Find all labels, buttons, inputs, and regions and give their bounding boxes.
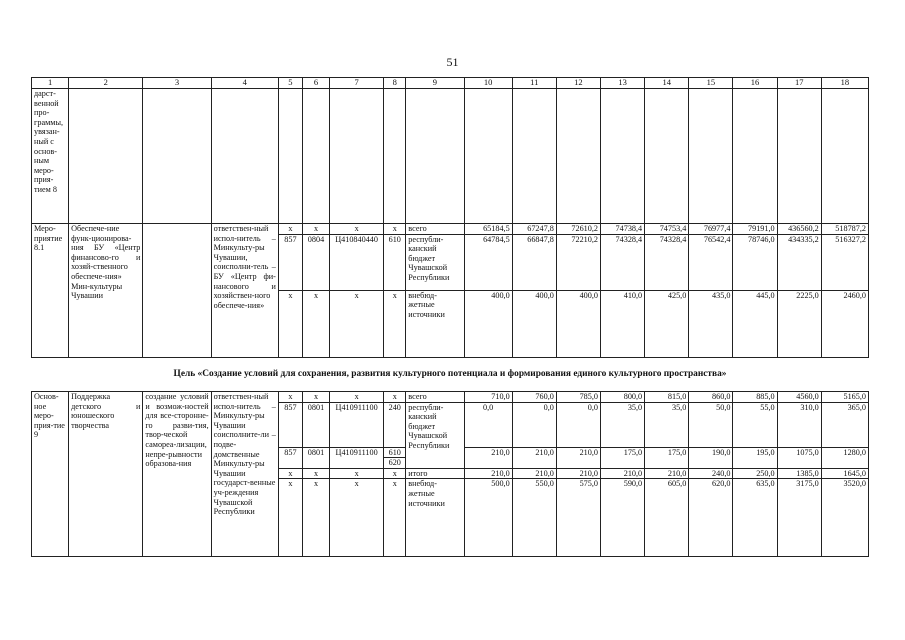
table-cell: 195,0	[733, 447, 777, 468]
table-cell: 74328,4	[600, 234, 644, 290]
table-cell: 76977,4	[689, 224, 733, 235]
table-cell: 310,0	[777, 402, 821, 447]
table-cell: 410,0	[600, 290, 644, 357]
table-cell: 250,0	[733, 468, 777, 479]
event-executor: ответствен-ный испол-нитель – Минкульту-ры Чувашии соисполните-ли – подве-домственные Минкульту-ры Чувашии государст-венные уч-реждения Чувашской Республики	[211, 392, 278, 557]
table-cell: x	[384, 468, 406, 479]
event-label: Меро-приятие 8.1	[32, 224, 69, 358]
event-title: Обеспече-ние функ-ционирова-ния БУ «Центр финансово-го и хозяй-ственного обеспече-ния» Мин-культуры Чувашии	[69, 224, 143, 358]
table-cell: 55,0	[733, 402, 777, 447]
table-cell: 240	[384, 402, 406, 447]
budget-table-bottom	[31, 391, 869, 557]
table-cell: 610	[384, 234, 406, 290]
table-cell: 0801	[302, 402, 329, 447]
table-row	[32, 224, 869, 235]
event-goal	[143, 224, 211, 358]
table-cell: 610	[384, 447, 406, 458]
table-cell: 2460,0	[821, 290, 868, 357]
goal-heading: Цель «Создание условий для сохранения, развития культурного потенциала и формирования единого культурного пространства»	[173, 369, 727, 379]
table-cell: Ц410911100	[330, 402, 384, 447]
table-cell: 74753,4	[645, 224, 689, 235]
table-cell: 857	[278, 402, 302, 447]
table-cell: 857	[278, 234, 302, 290]
table-cell: 210,0	[512, 468, 556, 479]
table-cell: 400,0	[464, 290, 512, 357]
column-header: 13	[600, 78, 644, 89]
table-cell: x	[302, 468, 329, 479]
table-cell: x	[384, 224, 406, 235]
table-cell: 1385,0	[777, 468, 821, 479]
table-cell: 0,0	[464, 402, 512, 447]
table-cell: 72210,2	[556, 234, 600, 290]
table-cell: 436560,2	[777, 224, 821, 235]
table-cell: 3175,0	[777, 479, 821, 557]
table-cell: 1280,0	[821, 447, 868, 468]
table-cell: x	[278, 224, 302, 235]
funding-source: внебюд-жетные источники	[406, 479, 464, 557]
table-cell: x	[302, 290, 329, 357]
column-header: 9	[406, 78, 464, 89]
budget-table-top	[31, 77, 869, 358]
table-cell: 1645,0	[821, 468, 868, 479]
column-header: 6	[302, 78, 329, 89]
table-cell: 175,0	[600, 447, 644, 468]
column-header: 11	[512, 78, 556, 89]
table-cell: 400,0	[556, 290, 600, 357]
table-cell: x	[278, 468, 302, 479]
funding-source: всего	[406, 224, 464, 235]
table-cell: 2225,0	[777, 290, 821, 357]
table-cell: 620	[384, 458, 406, 469]
table-cell: 210,0	[556, 468, 600, 479]
table-cell: 435,0	[689, 290, 733, 357]
table-cell: 0,0	[512, 402, 556, 447]
table-cell: x	[384, 479, 406, 557]
table-cell: 67247,8	[512, 224, 556, 235]
table-cell: 785,0	[556, 392, 600, 403]
table-cell: 210,0	[512, 447, 556, 468]
table-cell: 425,0	[645, 290, 689, 357]
table-cell: 815,0	[645, 392, 689, 403]
column-header: 14	[645, 78, 689, 89]
table-row	[32, 392, 869, 403]
table-cell: 4560,0	[777, 392, 821, 403]
table-cell: 857	[278, 447, 302, 468]
column-header: 4	[211, 78, 278, 89]
event-label: Основ-ное меро-прия-тие 9	[32, 392, 69, 557]
column-header: 8	[384, 78, 406, 89]
table-cell: 5165,0	[821, 392, 868, 403]
table-cell: 210,0	[645, 468, 689, 479]
table-cell: 72610,2	[556, 224, 600, 235]
table-cell: 885,0	[733, 392, 777, 403]
table-cell: 64784,5	[464, 234, 512, 290]
column-header: 7	[330, 78, 384, 89]
table-cell: 74328,4	[645, 234, 689, 290]
event-goal: создание условий и возмож-ностей для все-сторонне-го разви-тия, твор-ческой самореа-лизации, непре-рывности образова-ния	[143, 392, 211, 557]
table-cell: 575,0	[556, 479, 600, 557]
table-cell: 175,0	[645, 447, 689, 468]
column-header: 12	[556, 78, 600, 89]
event-executor: ответствен-ный испол-нитель – Минкульту-ры Чувашии, соисполни-тель – БУ «Центр фи-нансового и хозяйствен-ного обеспече-ния»	[211, 224, 278, 358]
table-cell: 78746,0	[733, 234, 777, 290]
table-cell: 240,0	[689, 468, 733, 479]
table-cell: 66847,8	[512, 234, 556, 290]
table-cell: 79191,0	[733, 224, 777, 235]
funding-source: республи-канский бюджет Чувашской Республики	[406, 402, 464, 468]
table-cell: x	[278, 290, 302, 357]
table-cell: x	[330, 392, 384, 403]
table-cell: 365,0	[821, 402, 868, 447]
column-header: 5	[278, 78, 302, 89]
table-cell: 590,0	[600, 479, 644, 557]
column-header: 10	[464, 78, 512, 89]
funding-source: внебюд-жетные источники	[406, 290, 464, 357]
table-cell: Ц410911100	[330, 447, 384, 468]
column-header: 18	[821, 78, 868, 89]
event-title: Поддержка детского и юношеского творчества	[69, 392, 143, 557]
table-cell: 0804	[302, 234, 329, 290]
table-cell: 190,0	[689, 447, 733, 468]
table-cell: x	[302, 224, 329, 235]
table-cell: 74738,4	[600, 224, 644, 235]
table-cell: 210,0	[464, 468, 512, 479]
table-cell: x	[302, 479, 329, 557]
table-cell: 210,0	[556, 447, 600, 468]
column-header-row	[32, 78, 869, 89]
table-cell: 434335,2	[777, 234, 821, 290]
table-cell: 210,0	[464, 447, 512, 468]
table-cell: 800,0	[600, 392, 644, 403]
table-cell: 400,0	[512, 290, 556, 357]
table-cell: 35,0	[600, 402, 644, 447]
table-cell: 445,0	[733, 290, 777, 357]
continuation-cell: дарст-венной про-граммы, увязан-ный с основ-ным меро-прия-тием 8	[32, 89, 69, 224]
table-cell: 760,0	[512, 392, 556, 403]
column-header: 16	[733, 78, 777, 89]
table-cell: x	[330, 468, 384, 479]
table-cell: 0801	[302, 447, 329, 468]
table-cell: 76542,4	[689, 234, 733, 290]
table-cell: 65184,5	[464, 224, 512, 235]
table-cell: 210,0	[600, 468, 644, 479]
table-cell: x	[330, 479, 384, 557]
table-cell: 35,0	[645, 402, 689, 447]
table-cell: 1075,0	[777, 447, 821, 468]
column-header: 2	[69, 78, 143, 89]
column-header: 17	[777, 78, 821, 89]
table-cell: 860,0	[689, 392, 733, 403]
table-cell: x	[384, 290, 406, 357]
funding-source: всего	[406, 392, 464, 403]
table-cell: 518787,2	[821, 224, 868, 235]
table-cell: 50,0	[689, 402, 733, 447]
table-cell: x	[330, 290, 384, 357]
table-cell: 0,0	[556, 402, 600, 447]
table-cell: 3520,0	[821, 479, 868, 557]
column-header: 1	[32, 78, 69, 89]
table-cell: 500,0	[464, 479, 512, 557]
funding-source: республи-канский бюджет Чувашской Республики	[406, 234, 464, 290]
table-cell: 635,0	[733, 479, 777, 557]
page-number: 51	[446, 55, 459, 69]
table-cell: x	[302, 392, 329, 403]
table-cell: Ц410840440	[330, 234, 384, 290]
table-cell: 605,0	[645, 479, 689, 557]
table-cell: x	[278, 392, 302, 403]
table-cell: x	[278, 479, 302, 557]
table-cell: 710,0	[464, 392, 512, 403]
column-header: 15	[689, 78, 733, 89]
continuation-row	[32, 89, 869, 224]
funding-source: итого	[406, 468, 464, 479]
table-cell: x	[384, 392, 406, 403]
column-header: 3	[143, 78, 211, 89]
table-cell: 620,0	[689, 479, 733, 557]
table-cell: 550,0	[512, 479, 556, 557]
table-cell: 516327,2	[821, 234, 868, 290]
table-cell: x	[330, 224, 384, 235]
